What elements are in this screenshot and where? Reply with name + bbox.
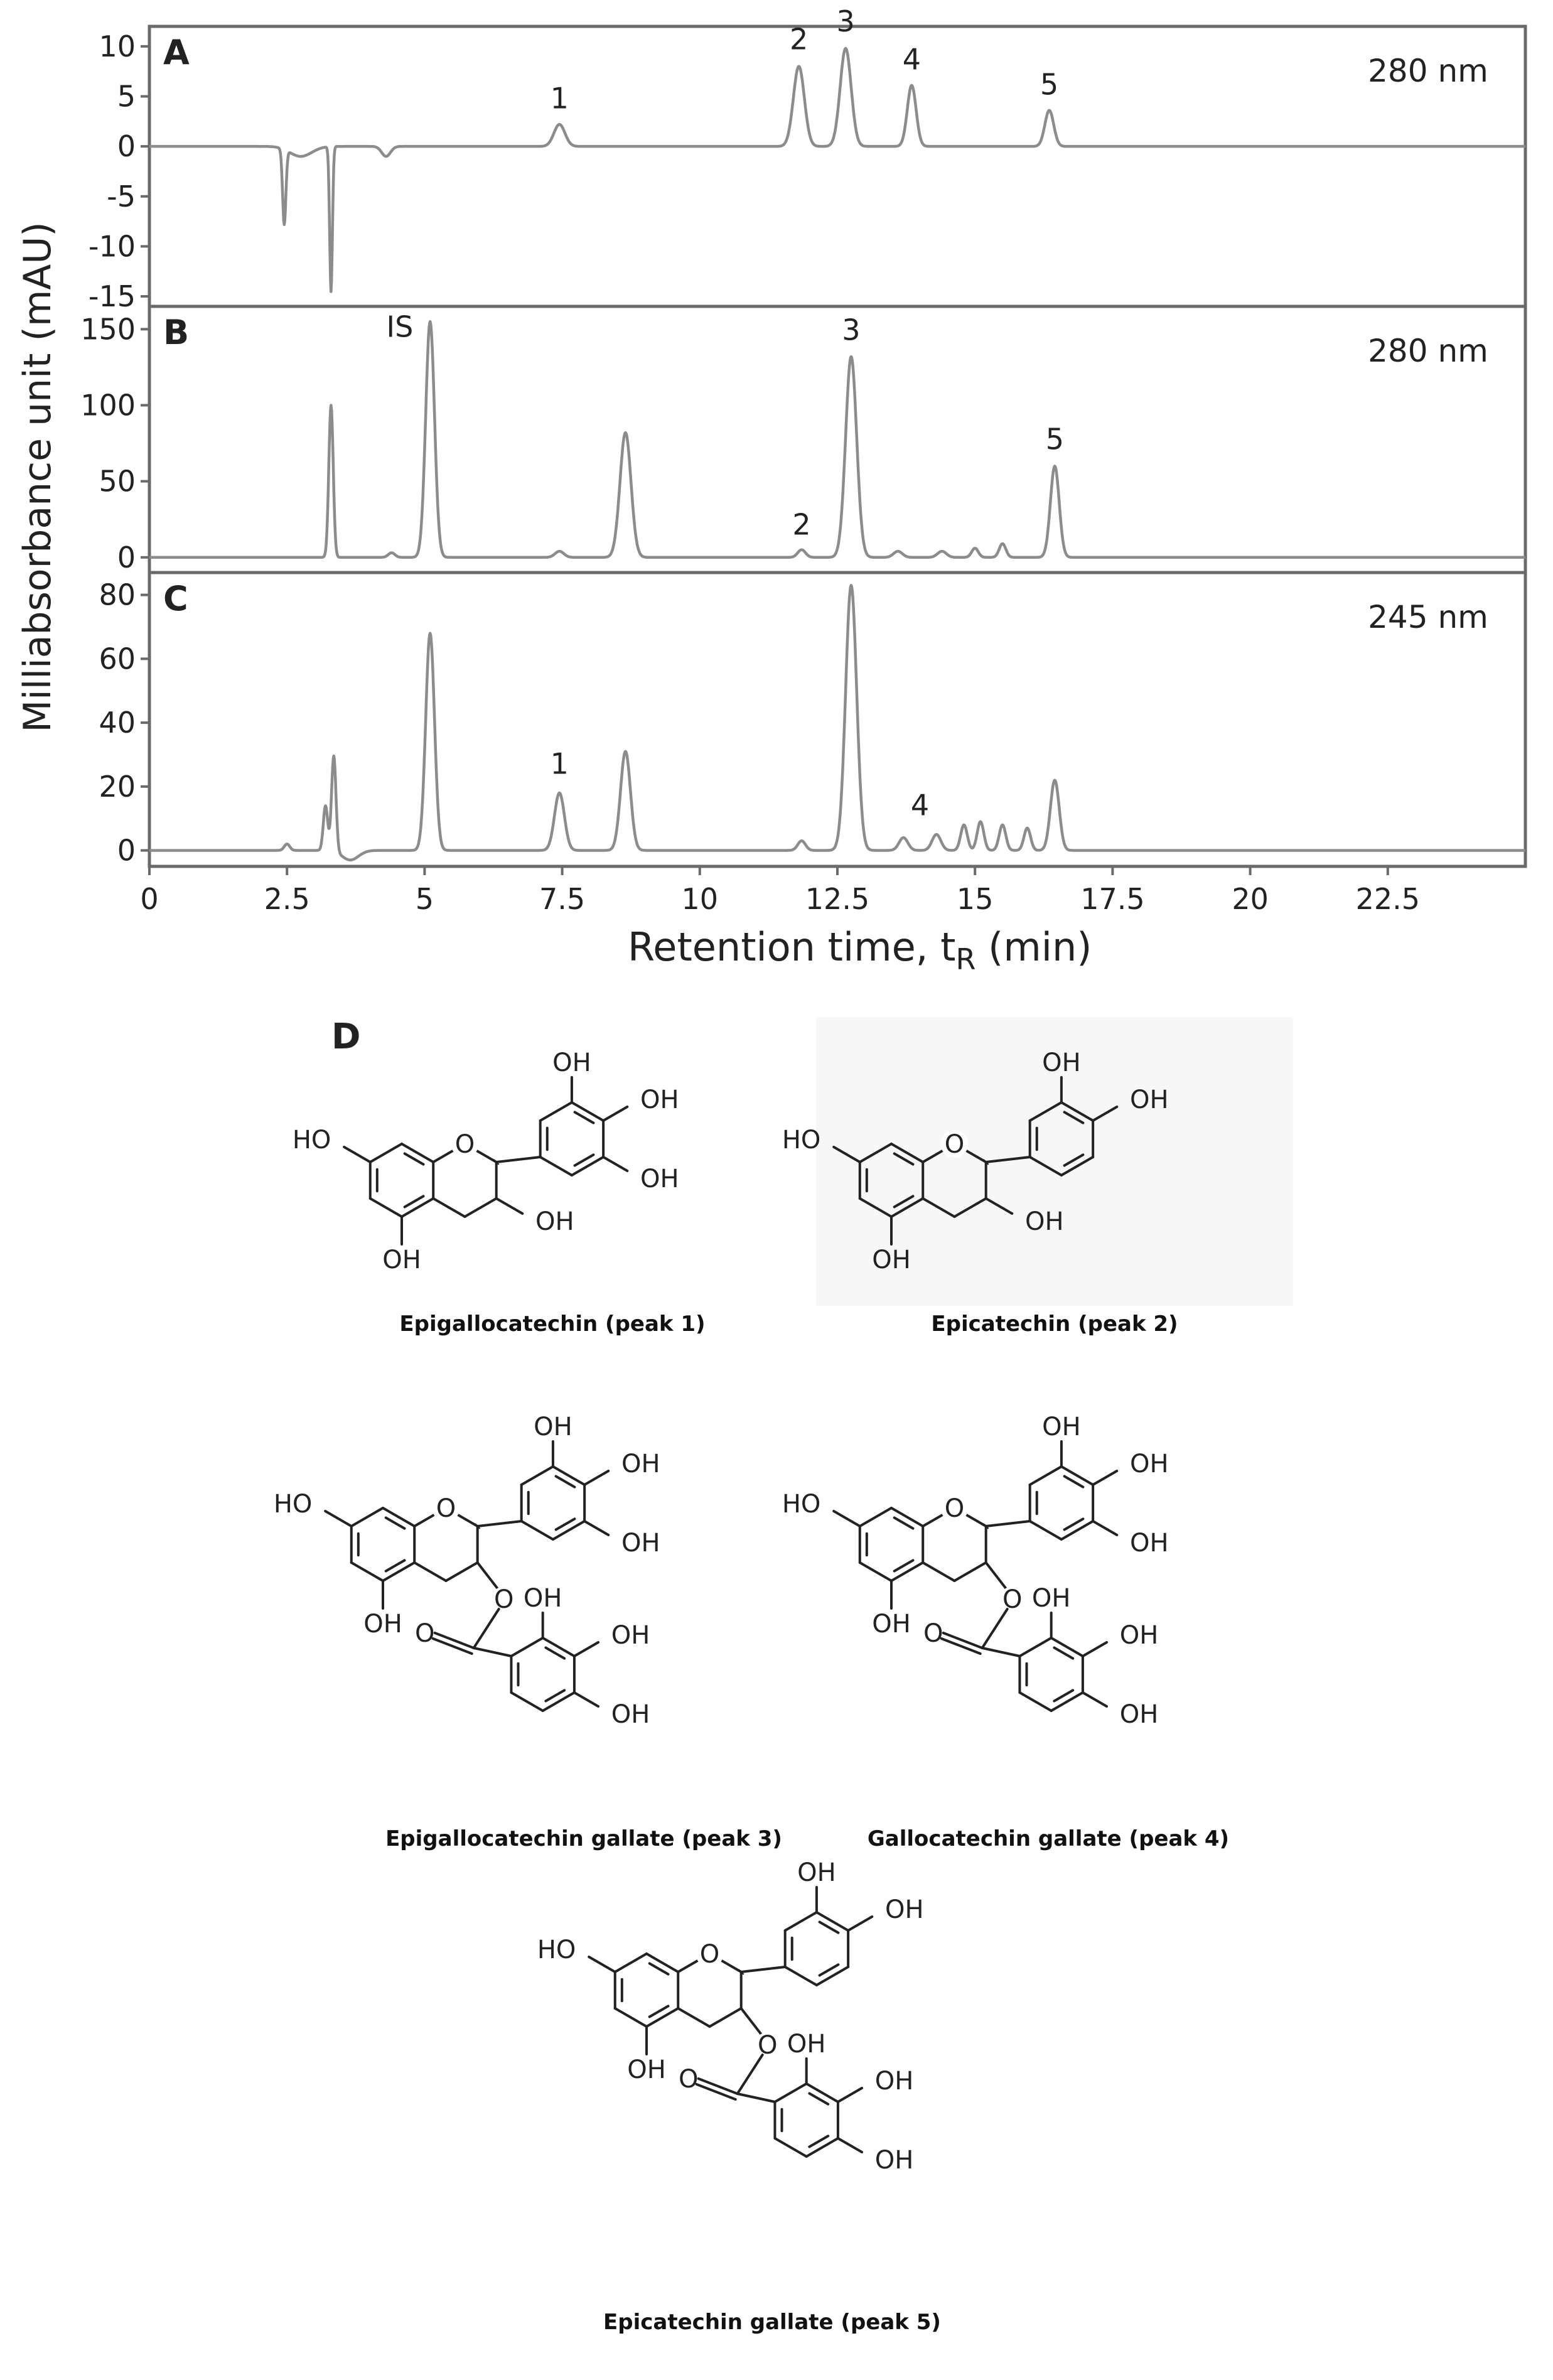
wavelength-label: 245 nm: [1368, 599, 1488, 635]
x-tick-label: 15: [956, 882, 994, 916]
y-tick-label: 40: [99, 706, 136, 740]
y-tick-label: -5: [107, 179, 136, 213]
peak-label: 3: [842, 313, 861, 347]
atom-label: OH: [363, 1610, 402, 1639]
panel-letter: A: [163, 33, 190, 72]
atom-label: OH: [640, 1165, 679, 1193]
x-tick-label: 20: [1232, 882, 1269, 916]
atom-label: HO: [782, 1490, 821, 1519]
atom-label: HO: [273, 1490, 313, 1519]
atom-label: OH: [640, 1085, 679, 1114]
atom-label: OH: [621, 1529, 660, 1558]
atom-label: OH: [611, 1700, 650, 1729]
atom-label: OH: [1130, 1085, 1169, 1114]
atom-label: OH: [1119, 1700, 1159, 1729]
atom-label: OH: [874, 2067, 914, 2096]
atom-label: OH: [627, 2055, 666, 2084]
wavelength-label: 280 nm: [1368, 53, 1488, 89]
peak-label: 5: [1040, 67, 1059, 102]
x-axis: [140, 866, 1420, 916]
atom-label: O: [436, 1494, 456, 1523]
atom-label: OH: [611, 1621, 650, 1650]
atom-label: OH: [787, 2030, 826, 2059]
panel-frame: [149, 573, 1525, 866]
y-tick-label: -10: [88, 229, 136, 264]
atom-label: OH: [885, 1895, 924, 1924]
x-tick-label: 7.5: [539, 882, 586, 916]
atom-label: OH: [1025, 1207, 1064, 1236]
structure-caption: Epigallocatechin gallate (peak 3): [385, 1826, 782, 1851]
atom-label: OH: [1031, 1584, 1071, 1613]
chromatogram-figure: [0, 0, 1553, 992]
panel-b: [80, 306, 1525, 574]
y-tick-label: 5: [117, 79, 136, 114]
panel-frame: [149, 306, 1525, 573]
atom-label: OH: [1119, 1621, 1159, 1650]
structure-gallocatechin-gallate: [782, 1413, 1229, 1851]
atom-label: O: [678, 2065, 699, 2094]
structure-caption: Epicatechin gallate (peak 5): [603, 2310, 941, 2335]
atom-label: OH: [382, 1246, 421, 1274]
atom-label: OH: [1130, 1529, 1169, 1558]
structure-epigallocatechin-gallate: [274, 1413, 782, 1851]
x-axis-unit: (min): [988, 924, 1092, 970]
atom-label: OH: [1042, 1413, 1081, 1441]
x-axis-label: Retention time, t: [628, 924, 956, 970]
peak-label: 1: [550, 746, 569, 781]
chromatogram-trace: [149, 585, 1525, 860]
y-tick-label: -15: [88, 279, 136, 314]
atom-label: O: [923, 1619, 943, 1648]
panel-letter: C: [163, 579, 188, 618]
panel-frame: [149, 26, 1525, 306]
x-axis-title: [628, 924, 1092, 976]
atom-label: O: [757, 2031, 778, 2060]
x-tick-label: 5: [415, 882, 434, 916]
peak-label: 2: [789, 22, 809, 57]
y-tick-label: 150: [80, 312, 136, 347]
peak-label: 3: [836, 4, 855, 38]
panel-letter: B: [163, 313, 190, 352]
atom-label: OH: [523, 1584, 562, 1613]
x-axis-label-subscript: R: [955, 942, 976, 976]
structure-caption: Gallocatechin gallate (peak 4): [867, 1826, 1230, 1851]
peak-label: 4: [902, 42, 922, 77]
atom-label: O: [454, 1130, 475, 1159]
atom-label: O: [1002, 1585, 1023, 1614]
peak-label: 5: [1045, 422, 1064, 456]
structure-caption: Epicatechin (peak 2): [931, 1311, 1178, 1337]
chromatogram-panels: [80, 4, 1525, 868]
atom-label: O: [944, 1130, 965, 1159]
y-tick-label: 0: [117, 129, 136, 164]
atom-label: OH: [534, 1413, 572, 1441]
atom-label: OH: [1042, 1048, 1081, 1077]
atom-label: HO: [537, 1936, 576, 1964]
peak-label: 4: [910, 788, 930, 822]
y-tick-label: 0: [117, 540, 136, 574]
x-tick-label: 10: [681, 882, 719, 916]
svg-text:Retention time, tR (min): [628, 924, 1092, 976]
panel-a: [89, 4, 1525, 313]
atom-label: OH: [797, 1858, 836, 1887]
x-tick-label: 0: [140, 882, 159, 916]
x-tick-label: 22.5: [1355, 882, 1421, 916]
chromatogram-trace: [149, 321, 1525, 557]
structure-epicatechin-gallate: [537, 1858, 941, 2335]
atom-label: OH: [621, 1450, 660, 1478]
structure-epigallocatechin: [293, 1048, 706, 1337]
y-tick-label: 0: [117, 833, 136, 868]
chromatogram-trace: [149, 48, 1525, 292]
y-tick-label: 20: [99, 769, 136, 804]
atom-label: O: [699, 1940, 720, 1969]
wavelength-label: 280 nm: [1368, 333, 1488, 369]
x-tick-label: 12.5: [805, 882, 870, 916]
atom-label: O: [944, 1494, 965, 1523]
y-tick-label: 50: [99, 464, 136, 498]
y-tick-label: 10: [99, 29, 136, 63]
atom-label: OH: [535, 1207, 574, 1236]
peak-label: 1: [550, 81, 569, 116]
x-tick-label: 2.5: [264, 882, 310, 916]
atom-label: OH: [874, 2146, 914, 2175]
x-tick-label: 17.5: [1080, 882, 1145, 916]
atom-label: HO: [782, 1126, 821, 1155]
atom-label: OH: [872, 1246, 911, 1274]
atom-label: OH: [872, 1610, 911, 1639]
y-axis-label: Milliabsorbance unit (mAU): [16, 222, 60, 733]
panel-c: [99, 573, 1525, 868]
y-tick-label: 80: [99, 578, 136, 612]
atom-label: O: [493, 1585, 514, 1614]
atom-label: OH: [552, 1048, 591, 1077]
y-tick-label: 100: [80, 388, 136, 423]
atom-label: OH: [1130, 1450, 1169, 1478]
panel-letter-d: D: [331, 1016, 361, 1057]
atom-label: HO: [292, 1126, 331, 1155]
y-tick-label: 60: [99, 642, 136, 676]
peak-label: 2: [792, 507, 811, 542]
atom-label: O: [414, 1619, 435, 1648]
structure-caption: Epigallocatechin (peak 1): [399, 1311, 706, 1337]
chemical-structures-panel: [0, 992, 1553, 2380]
peak-label: IS: [386, 310, 414, 344]
